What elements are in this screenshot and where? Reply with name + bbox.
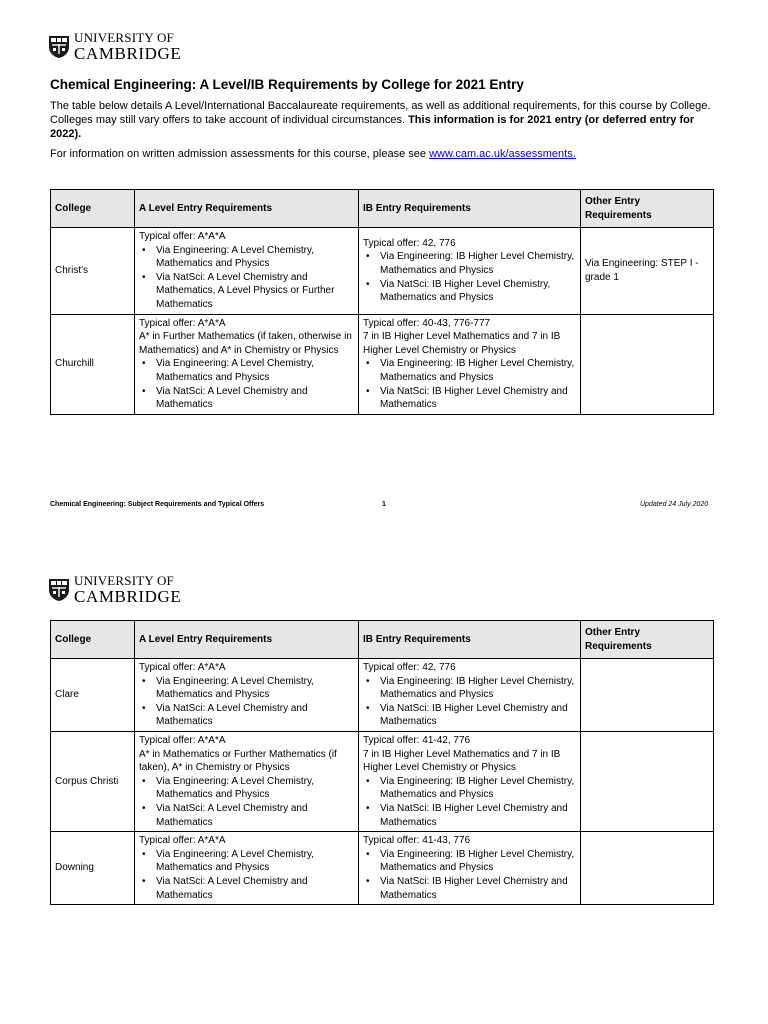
ib-bullet-list [363,357,576,411]
table-body-page1 [51,228,714,415]
alevel-line: Typical offer: A*A*A [139,662,226,673]
ib-bullet: • Via NatSci: IB Higher Level Chemistry, Mathematics and Physics [380,278,576,305]
college-cell: Clare [51,659,135,732]
table-row [51,731,714,831]
header-college: College [51,190,135,228]
college-cell: Downing [51,832,135,905]
ib-line: Typical offer: 42, 776 [363,662,456,673]
alevel-cell [135,314,359,414]
logo-line2: CAMBRIDGE [74,44,182,63]
table-body-page2 [51,659,714,905]
ib-line: Typical offer: 40-43, 776-777 [363,317,491,329]
page-title: Chemical Engineering: A Level/IB Requirements by College for 2021 Entry [50,77,524,92]
table-row [51,228,714,315]
assessments-paragraph [50,148,576,160]
other-cell: Via Engineering: STEP I - grade 1 [581,228,714,315]
alevel-cell [135,228,359,315]
other-cell [581,832,714,905]
alevel-bullet: • Via NatSci: A Level Chemistry and Mathematics [156,385,354,412]
alevel-bullet: • Via NatSci: A Level Chemistry and Mathematics, A Level Physics or Further Mathematics [156,271,354,312]
ib-bullet: • Via NatSci: IB Higher Level Chemistry and Mathematics [380,702,576,729]
intro-bold: This information is for 2021 entry (or deferred entry for 2022). [50,114,695,140]
college-cell: Christ's [51,228,135,315]
alevel-bullet: • Via Engineering: A Level Chemistry, Mathematics and Physics [156,244,354,271]
assessments-link[interactable]: www.cam.ac.uk/assessments. [429,148,576,160]
ib-bullet: • Via Engineering: IB Higher Level Chemistry, Mathematics and Physics [380,675,576,702]
alevel-bullet: • Via Engineering: A Level Chemistry, Mathematics and Physics [156,357,354,384]
ib-bullet: • Via NatSci: IB Higher Level Chemistry and Mathematics [380,385,576,412]
ib-line: 7 in IB Higher Level Mathematics and 7 in IB Higher Level Chemistry or Physics [363,331,561,356]
alevel-bullet: • Via Engineering: A Level Chemistry, Mathematics and Physics [156,848,354,875]
alevel-bullet: • Via Engineering: A Level Chemistry, Mathematics and Physics [156,675,354,702]
alevel-line: Typical offer: A*A*A [139,734,226,746]
ib-bullet-list [363,675,576,729]
logo-line2-page2: CAMBRIDGE [74,587,182,606]
header-alevel: A Level Entry Requirements [135,621,359,659]
other-cell [581,659,714,732]
ib-line: Typical offer: 42, 776 [363,237,456,249]
ib-bullet: • Via Engineering: IB Higher Level Chemistry, Mathematics and Physics [380,357,576,384]
college-cell: Corpus Christi [51,731,135,831]
alevel-bullet: • Via NatSci: A Level Chemistry and Mathematics [156,802,354,829]
intro-text: The table below details A Level/International Baccalaureate requirements, as well as additional requirements, for this course by College. Colleges may still vary offers to take account of individual circumstances. [50,100,711,126]
alevel-bullet: • Via NatSci: A Level Chemistry and Mathematics [156,875,354,902]
ib-bullet: • Via Engineering: IB Higher Level Chemistry, Mathematics and Physics [380,848,576,875]
table-row [51,659,714,732]
ib-cell [359,659,581,732]
alevel-line: A* in Further Mathematics (if taken, otherwise in Mathematics) and A* in Chemistry or Physics [139,331,352,356]
ib-bullet: • Via NatSci: IB Higher Level Chemistry and Mathematics [380,802,576,829]
logo-line1-page2: UNIVERSITY OF [74,573,174,588]
alevel-bullet-list [139,775,354,829]
college-cell: Churchill [51,314,135,414]
university-logo-page2 [48,574,181,605]
alevel-bullet-list [139,848,354,902]
ib-bullet: • Via NatSci: IB Higher Level Chemistry and Mathematics [380,875,576,902]
requirements-table-page1 [50,189,714,415]
ib-line: Typical offer: 41-43, 776 [363,835,471,847]
university-logo [48,31,181,62]
intro-paragraph [50,99,720,141]
footer-page-number: 1 [382,501,386,508]
ib-bullet-list [363,250,576,304]
header-alevel: A Level Entry Requirements [135,190,359,228]
ib-bullet: • Via Engineering: IB Higher Level Chemistry, Mathematics and Physics [380,775,576,802]
alevel-line: Typical offer: A*A*A [139,835,226,847]
alevel-bullet-list [139,244,354,312]
ib-bullet-list [363,775,576,829]
alevel-bullet-list [139,357,354,411]
ib-cell [359,314,581,414]
other-cell [581,314,714,414]
ib-bullet-list [363,848,576,902]
footer-updated: Updated 24 July 2020 [640,501,709,508]
table-row [51,314,714,414]
header-ib: IB Entry Requirements [359,621,581,659]
alevel-bullet: • Via NatSci: A Level Chemistry and Mathematics [156,702,354,729]
ib-cell [359,731,581,831]
alevel-bullet-list [139,675,354,729]
logo-line1: UNIVERSITY OF [74,30,174,45]
alevel-cell [135,832,359,905]
ib-cell [359,228,581,315]
requirements-table-page2 [50,620,714,905]
alevel-cell [135,659,359,732]
table-row [51,832,714,905]
header-other: Other Entry Requirements [581,621,714,659]
alevel-line: Typical offer: A*A*A [139,231,226,242]
cambridge-crest-icon [48,578,70,602]
alevel-cell [135,731,359,831]
assessments-prefix: For information on written admission assessments for this course, please see [50,148,430,160]
ib-bullet: • Via Engineering: IB Higher Level Chemistry, Mathematics and Physics [380,250,576,277]
alevel-line: A* in Mathematics or Further Mathematics (if taken), A* in Chemistry or Physics [139,748,337,774]
alevel-line: Typical offer: A*A*A [139,317,226,329]
ib-line: Typical offer: 41-42, 776 [363,734,471,746]
alevel-bullet: • Via Engineering: A Level Chemistry, Mathematics and Physics [156,775,354,802]
header-other: Other Entry Requirements [581,190,714,228]
header-college: College [51,621,135,659]
ib-cell [359,832,581,905]
ib-line: 7 in IB Higher Level Mathematics and 7 in IB Higher Level Chemistry or Physics [363,748,561,774]
cambridge-crest-icon [48,35,70,59]
other-cell [581,731,714,831]
header-ib: IB Entry Requirements [359,190,581,228]
footer-left: Chemical Engineering: Subject Requirements and Typical Offers [50,501,265,508]
